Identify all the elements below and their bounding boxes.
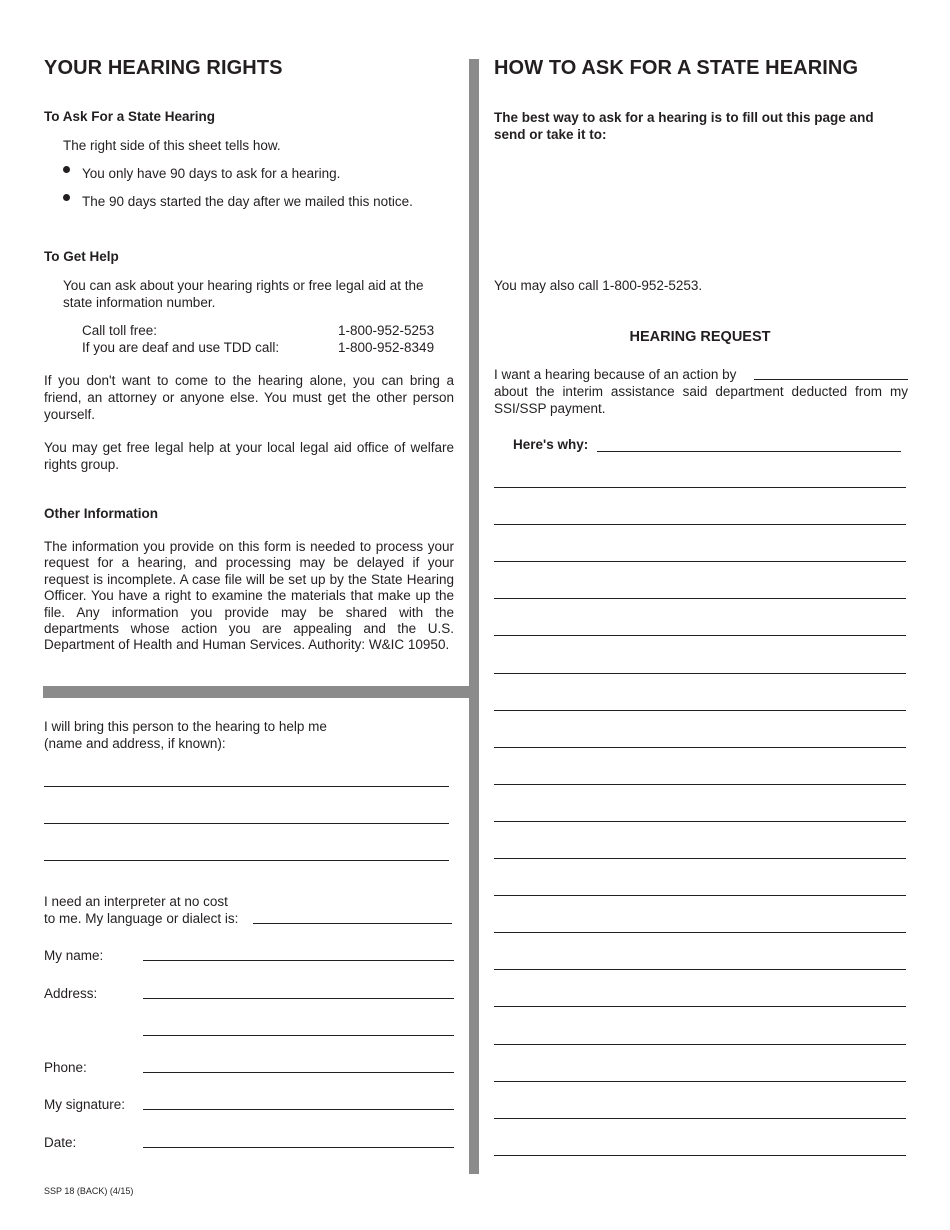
reason-line[interactable] bbox=[494, 598, 906, 599]
name-label: My name: bbox=[44, 948, 104, 963]
reason-line[interactable] bbox=[494, 858, 906, 859]
other-info-heading: Other Information bbox=[44, 506, 158, 521]
tdd-number: 1-800-952-8349 bbox=[338, 340, 435, 355]
interpreter-line2: to me. My language or dialect is: bbox=[44, 911, 239, 926]
action-by-label: I want a hearing because of an action by bbox=[494, 367, 737, 382]
signature-field[interactable] bbox=[143, 1109, 454, 1110]
interpreter-line1: I need an interpreter at no cost bbox=[44, 894, 228, 909]
reason-line[interactable] bbox=[494, 673, 906, 674]
bring-person-field-2[interactable] bbox=[44, 823, 449, 824]
reason-line[interactable] bbox=[494, 895, 906, 896]
form-number-footer: SSP 18 (BACK) (4/15) bbox=[44, 1186, 134, 1196]
reason-line[interactable] bbox=[494, 1006, 906, 1007]
ask-bullet-1: You only have 90 days to ask for a hearing. bbox=[82, 166, 341, 181]
send-instruction: The best way to ask for a hearing is to fill out this page and send or take it to: bbox=[494, 110, 874, 142]
bring-person-field-1[interactable] bbox=[44, 786, 449, 787]
reason-line[interactable] bbox=[494, 784, 906, 785]
help-intro: You can ask about your hearing rights or free legal aid at the state information number. bbox=[63, 278, 424, 310]
ask-heading: To Ask For a State Hearing bbox=[44, 109, 216, 124]
tdd-label: If you are deaf and use TDD call: bbox=[82, 340, 280, 355]
address-field-2[interactable] bbox=[143, 1035, 454, 1036]
name-field[interactable] bbox=[143, 960, 454, 961]
reason-line[interactable] bbox=[494, 969, 906, 970]
phone-label: Phone: bbox=[44, 1060, 87, 1075]
right-title: HOW TO ASK FOR A STATE HEARING bbox=[494, 57, 859, 79]
action-by-field[interactable] bbox=[754, 379, 908, 380]
ask-bullet-2: The 90 days started the day after we mailed this notice. bbox=[82, 194, 413, 209]
reason-line[interactable] bbox=[494, 524, 906, 525]
reason-line[interactable] bbox=[494, 1081, 906, 1082]
toll-free-number: 1-800-952-5253 bbox=[338, 323, 435, 338]
reason-line[interactable] bbox=[494, 1044, 906, 1045]
date-field[interactable] bbox=[143, 1147, 454, 1148]
reason-line[interactable] bbox=[494, 1155, 906, 1156]
section-divider-bar bbox=[43, 686, 479, 698]
action-by-continuation: about the interim assistance said department deducted from my SSI/SSP payment. bbox=[494, 384, 908, 416]
help-heading: To Get Help bbox=[44, 249, 119, 264]
signature-label: My signature: bbox=[44, 1097, 126, 1112]
reason-line[interactable] bbox=[494, 747, 906, 748]
reason-line[interactable] bbox=[494, 561, 906, 562]
toll-free-label: Call toll free: bbox=[82, 323, 158, 338]
help-paragraph-legal: You may get free legal help at your local legal aid office of welfare rights group. bbox=[44, 440, 454, 472]
other-info-text: The information you provide on this form is needed to process your request for a hearing, and processing may be delayed if your request is incomplete. A case file will be set up by the State Hearing Officer. You have a right to examine the materials that make up the file. Any information you provide may be shared with the departments whose action you are appealing and the U.S. Department of Health and Human Services. Authority: W&IC 10950. bbox=[44, 539, 454, 653]
address-field-1[interactable] bbox=[143, 998, 454, 999]
reason-line[interactable] bbox=[494, 487, 906, 488]
reason-line[interactable] bbox=[494, 932, 906, 933]
language-field[interactable] bbox=[253, 923, 452, 924]
bring-person-line2: (name and address, if known): bbox=[44, 736, 226, 751]
reason-line[interactable] bbox=[494, 821, 906, 822]
call-number-text: You may also call 1-800-952-5253. bbox=[494, 278, 703, 293]
reason-field-first[interactable] bbox=[597, 451, 901, 452]
hearing-request-heading: HEARING REQUEST bbox=[629, 329, 771, 345]
reason-line[interactable] bbox=[494, 635, 906, 636]
ask-intro: The right side of this sheet tells how. bbox=[63, 138, 281, 153]
phone-field[interactable] bbox=[143, 1072, 454, 1073]
reason-line[interactable] bbox=[494, 710, 906, 711]
column-divider-bar bbox=[469, 59, 479, 1174]
bullet-icon bbox=[63, 166, 70, 173]
help-paragraph-bring: If you don't want to come to the hearing alone, you can bring a friend, an attorney or anyone else. You must get the other person yourself. bbox=[44, 373, 454, 422]
bullet-icon bbox=[63, 194, 70, 201]
address-label: Address: bbox=[44, 986, 98, 1001]
reason-line[interactable] bbox=[494, 1118, 906, 1119]
date-label: Date: bbox=[44, 1135, 77, 1150]
heres-why-label: Here's why: bbox=[513, 437, 589, 452]
bring-person-line1: I will bring this person to the hearing to help me bbox=[44, 719, 327, 734]
bring-person-field-3[interactable] bbox=[44, 860, 449, 861]
left-title: YOUR HEARING RIGHTS bbox=[44, 57, 283, 79]
